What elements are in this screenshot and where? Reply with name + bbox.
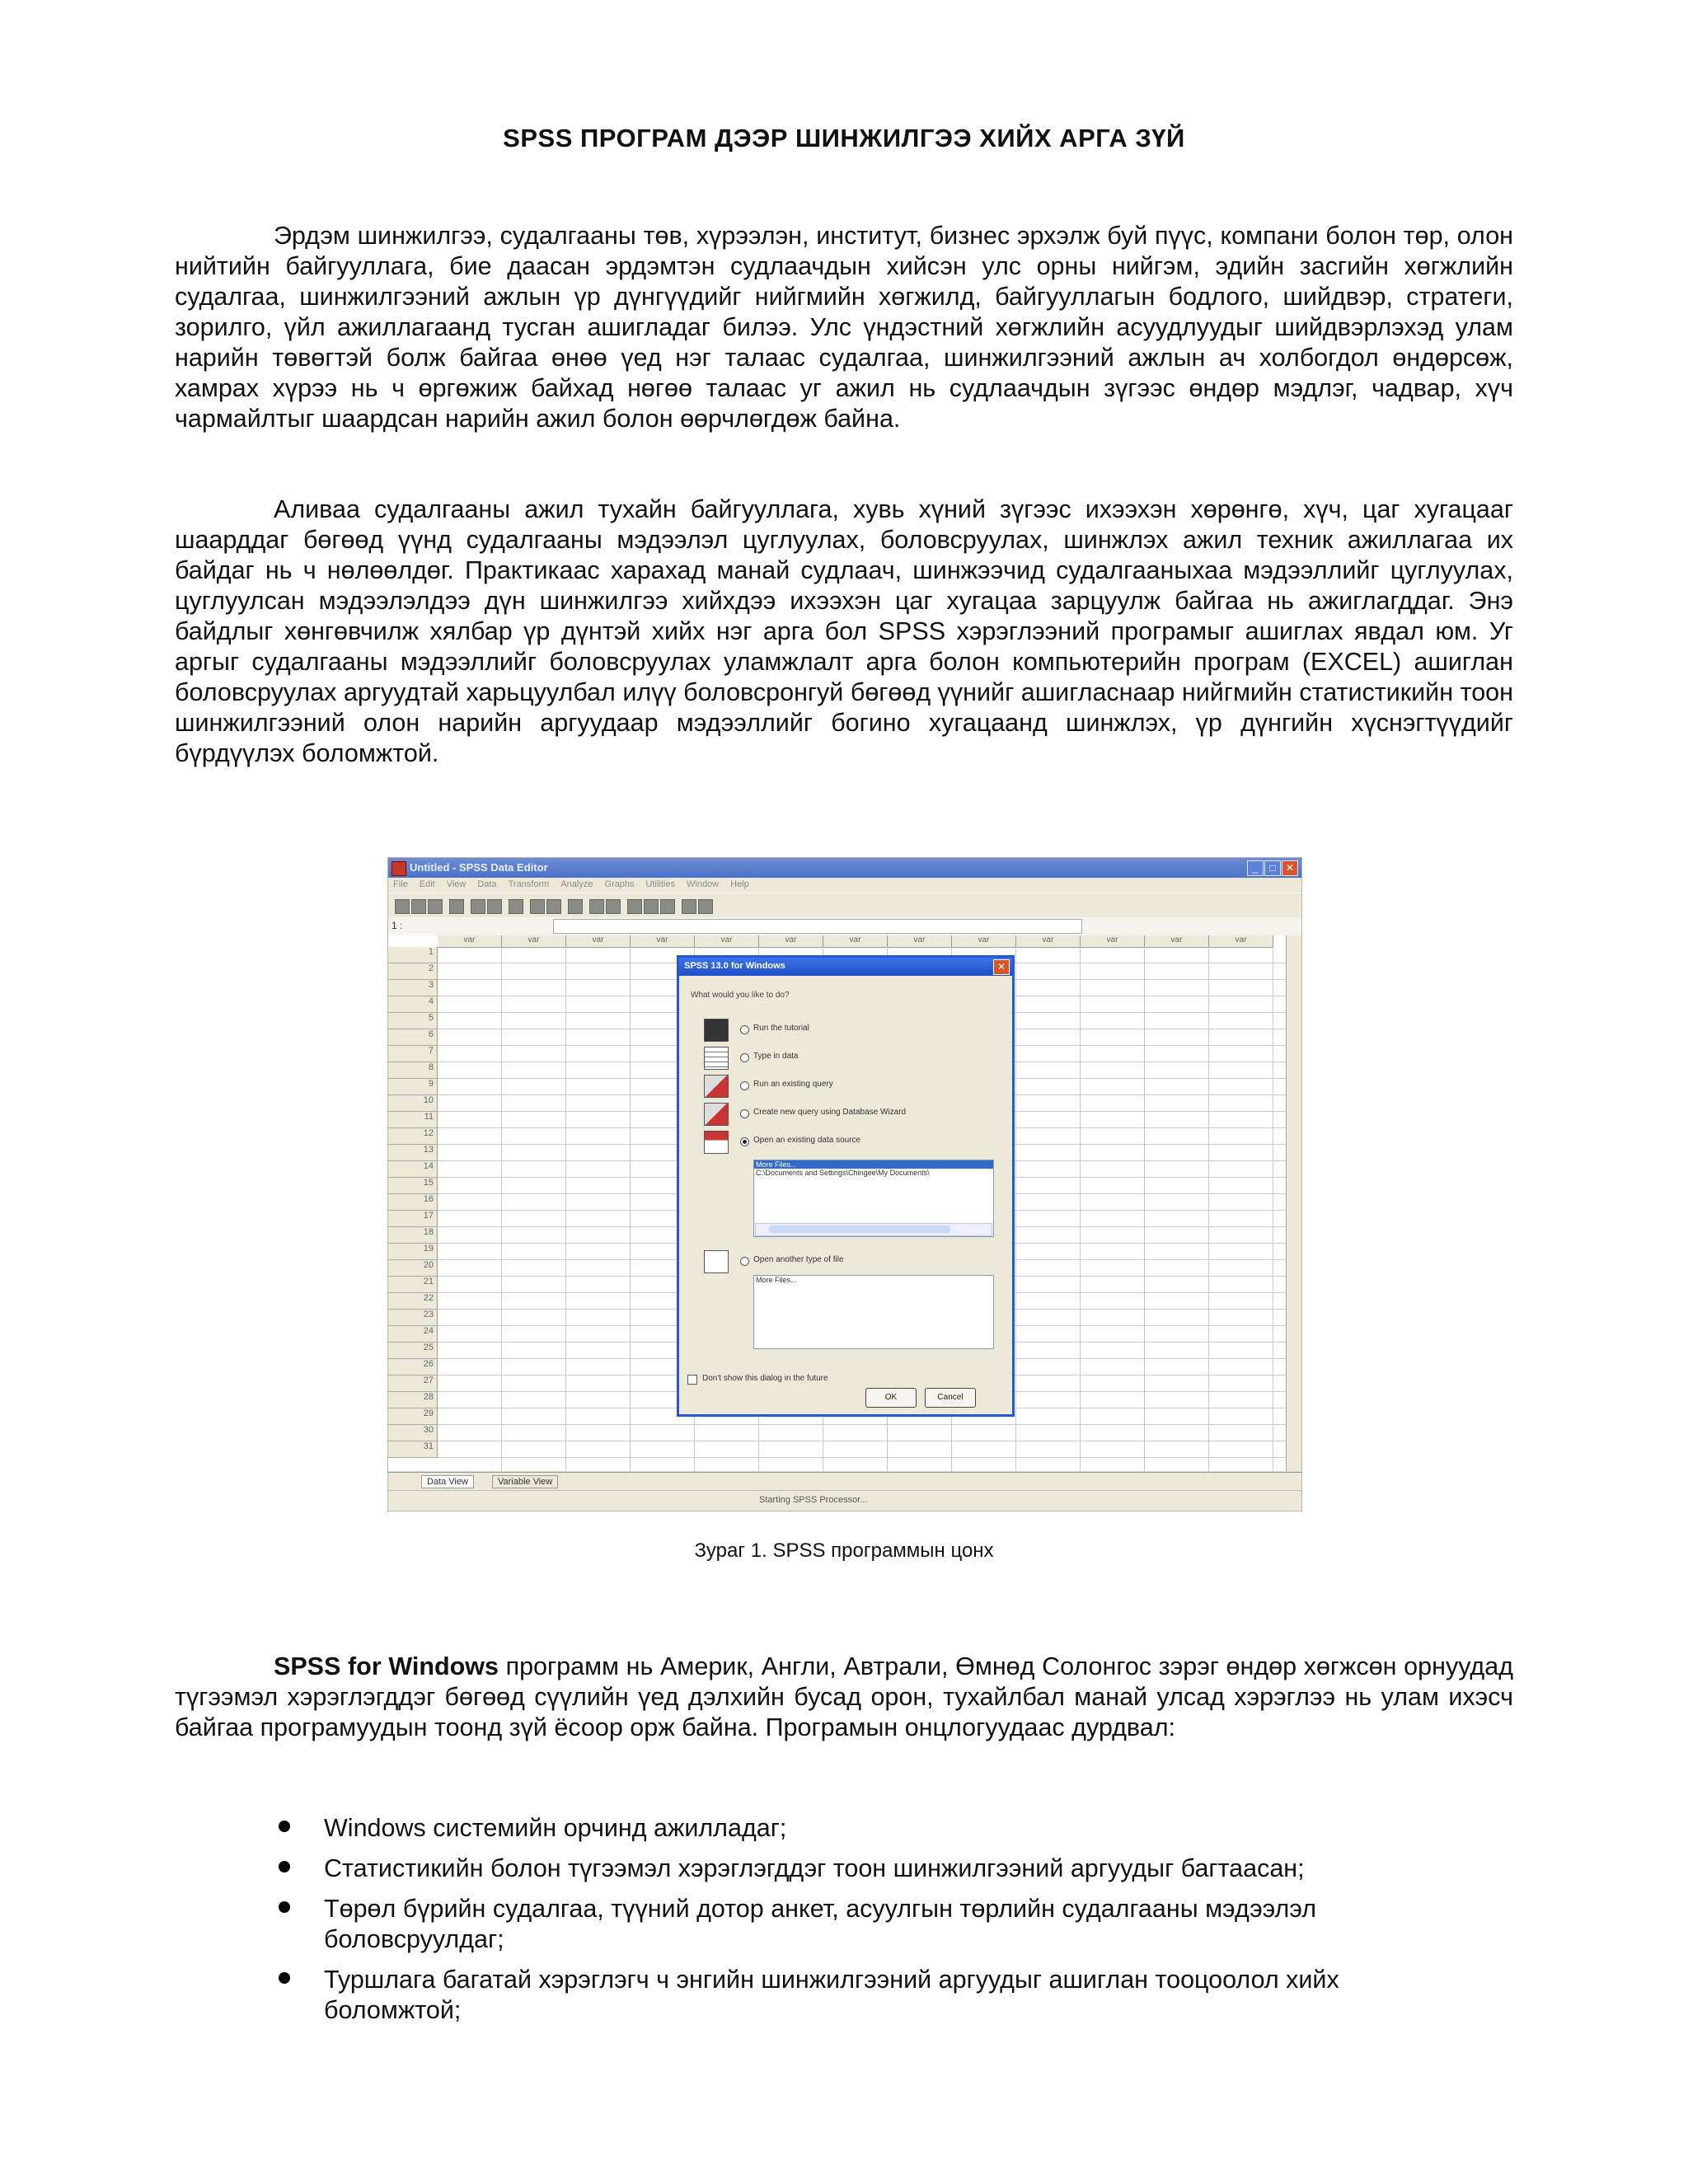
startup-dialog [677,955,1015,1417]
cell-editor-bar [388,917,1301,936]
grid-column-line [1144,947,1145,1471]
weight-cases-icon[interactable] [644,899,659,914]
row-header[interactable]: 14 [388,1161,438,1178]
paragraph-intro: Эрдэм шинжилгээ, судалгааны төв, хүрээлэн, институт, бизнес эрхэлж буй пүүс, компани болон төр, олон нийтийн байгууллага, бие даасан эрдэмтэн судлаачдын хийсэн улс орны нийгэм, эдийн засгийн хөгжлийн судалгаа, шинжилгээний ажлын үр дүнгүүдийг нийгмийн хөгжилд, байгууллагын бодлого, шийдвэр, стратеги, зорилго, үйл ажиллагаанд тусган ашигладаг билээ. Улс үндэстний хөгжлийн асуудлуудыг шийдвэрлэхэд улам нарийн төвөгтэй болж байгаа өнөө үед нэг талаас судалгаа, шинжилгээний ажлын ач холбогдол өндөрсөж, хамрах хүрээ нь ч өргөжиж байхад нөгөө талаас уг ажил нь судлаачдын зүгээс өндөр мэдлэг, чадвар, хүч чармайлтыг шаардсан нарийн ажил болон өөрчлөгдөж байна. [175,222,1513,433]
column-header[interactable]: var [631,935,695,948]
row-header[interactable]: 28 [388,1392,438,1408]
page-title: SPSS ПРОГРАМ ДЭЭР ШИНЖИЛГЭЭ ХИЙХ АРГА ЗҮЙ [503,124,1185,152]
figure-caption: Зураг 1. SPSS программын цонх [694,1540,994,1562]
option-type-in-data[interactable] [704,1047,1001,1068]
row-header[interactable]: 21 [388,1277,438,1293]
radio-run-existing-query[interactable] [740,1081,749,1090]
minimize-icon[interactable]: _ [1247,860,1264,876]
row-header[interactable]: 10 [388,1095,438,1112]
radio-open-other-file[interactable] [740,1257,749,1266]
menu-bar [388,878,1301,893]
row-header[interactable]: 5 [388,1013,438,1029]
bullet-text: Төрөл бүрийн судалгаа, түүний дотор анкет, асуулгын төрлийн судалгааны мэдээлэл боловсруулдаг; [324,1895,1317,1953]
option-create-new-query[interactable] [704,1103,1001,1124]
list-item [272,1965,1459,2026]
row-header[interactable]: 3 [388,980,438,996]
spss-for-windows-bold: SPSS for Windows [274,1652,499,1680]
list-horizontal-scrollbar[interactable] [755,1223,992,1236]
open-icon[interactable] [395,899,410,914]
row-header[interactable]: 19 [388,1244,438,1260]
dialog-recall-icon[interactable] [449,899,464,914]
row-header[interactable]: 9 [388,1079,438,1095]
menu-analyze[interactable]: Analyze [560,879,593,889]
option-label: Create new query using Database Wizard [753,1108,907,1117]
open-data-icon [704,1131,729,1154]
row-header[interactable]: 13 [388,1145,438,1161]
bullet-icon [279,1861,290,1872]
bullet-icon [279,1821,290,1832]
dialog-title: SPSS 13.0 for Windows [684,961,785,971]
split-file-icon[interactable] [627,899,642,914]
file-icon [704,1250,729,1273]
menu-window[interactable]: Window [687,879,720,889]
value-labels-icon[interactable] [682,899,696,914]
row-header[interactable]: 27 [388,1376,438,1392]
row-header[interactable]: 4 [388,996,438,1013]
query-icon [704,1075,729,1098]
print-icon[interactable] [428,899,443,914]
list-item [272,1813,1459,1844]
tab-data-view[interactable]: Data View [421,1475,474,1488]
menu-utilities[interactable]: Utilities [645,879,675,889]
tab-variable-view[interactable]: Variable View [492,1475,558,1488]
cell-value-input[interactable] [553,919,1082,934]
insert-cases-icon[interactable] [589,899,604,914]
tutorial-icon [704,1019,729,1042]
radio-run-tutorial[interactable] [740,1025,749,1034]
column-header[interactable]: var [1081,935,1145,948]
row-header[interactable]: 12 [388,1128,438,1145]
goto-case-icon[interactable] [530,899,545,914]
dialog-titlebar [679,958,1012,976]
menu-help[interactable]: Help [730,879,749,889]
list-item[interactable]: More Files... [754,1160,993,1169]
row-header[interactable]: 8 [388,1062,438,1079]
redo-icon[interactable] [487,899,502,914]
column-header[interactable]: var [759,935,823,948]
menu-data[interactable]: Data [477,879,497,889]
database-wizard-icon [704,1103,729,1126]
option-open-data-source[interactable] [704,1131,1001,1152]
grid-column-line [1208,947,1209,1471]
option-label: Open another type of file [753,1255,844,1264]
ok-button[interactable]: OK [865,1388,917,1408]
column-header[interactable]: var [438,935,502,948]
goto-chart-icon[interactable] [509,899,523,914]
row-header[interactable]: 20 [388,1260,438,1277]
radio-create-new-query[interactable] [740,1109,749,1118]
undo-icon[interactable] [471,899,485,914]
maximize-icon[interactable]: □ [1264,860,1281,876]
row-header[interactable]: 17 [388,1211,438,1227]
radio-open-data-source[interactable] [740,1137,749,1146]
scroll-thumb[interactable] [769,1226,950,1233]
grid-data-icon [704,1047,729,1070]
grid-column-line [565,947,566,1471]
grid-row-line [438,1424,1287,1425]
row-header[interactable]: 2 [388,963,438,980]
paragraph-spss: Аливаа судалгааны ажил тухайн байгууллага, хувь хүний зүгээс ихээхэн хөрөнгө, хүч, цаг хугацааг шаарддаг бөгөөд үүнд судалгааны мэдээлэл цуглуулах, боловсруулах, шинжлэх ажил техник ажиллагаа их байдаг нь ч нөлөөлдөг. Практикаас харахад манай судлаач, шинжээчид судалгааныхаа мэдээллийг цуглуулах, цуглуулсан мэдээлэлдээ дүн шинжилгээ хийхдээ ихээхэн цаг хугацаа зарцуулж байгаа нь ажиглагддаг. Энэ байдлыг хөнгөвчилж хялбар үр дүнтэй хийх нэг арга бол SPSS хэрэглээний програмыг ашиглах явдал юм. Уг аргыг судалгааны мэдээллийг боловсруулах уламжлалт арга болон компьютерийн програм (EXCEL) ашиглан боловсруулах аргуудтай харьцуулбал илүү боловсронгуй бөгөөд үүнийг ашигласнаар нийгмийн статистикийн тоон шинжилгээний олон нарийн аргуудаар мэдээллийг богино хугацаанд шинжлэх, үр дүнгийн хүснэгтүүдийг бүрдүүлэх боломжтой. [175,495,1513,767]
option-run-tutorial[interactable] [704,1019,1001,1040]
list-item[interactable]: C:\Documents and Settings\Chingee\My Documents\ [756,1169,930,1177]
paragraph-features [175,1652,1513,1743]
column-header[interactable]: var [888,935,952,948]
grid-column-line [630,947,631,1471]
dont-show-checkbox[interactable] [687,1375,697,1385]
status-text: Starting SPSS Processor... [759,1495,868,1505]
spss-app-icon [392,861,406,876]
list-item [272,1854,1459,1884]
dialog-close-icon[interactable]: ✕ [993,959,1010,975]
column-header[interactable]: var [1016,935,1081,948]
dialog-question: What would you like to do? [691,991,790,1000]
select-cases-icon[interactable] [660,899,675,914]
cell-reference: 1 : [392,920,403,931]
row-header[interactable]: 15 [388,1178,438,1194]
column-header[interactable]: var [823,935,888,948]
column-header[interactable]: var [566,935,631,948]
row-header[interactable]: 16 [388,1194,438,1211]
menu-file[interactable]: File [393,879,408,889]
column-header[interactable]: var [695,935,759,948]
close-icon[interactable]: ✕ [1282,860,1298,876]
grid-column-line [1015,947,1016,1471]
row-header[interactable]: 18 [388,1227,438,1244]
row-header[interactable]: 31 [388,1441,438,1458]
menu-graphs[interactable]: Graphs [604,879,635,889]
menu-transform[interactable]: Transform [508,879,550,889]
cancel-button[interactable]: Cancel [925,1388,976,1408]
column-header[interactable]: var [952,935,1016,948]
option-label: Run the tutorial [753,1024,809,1033]
bullet-icon [279,1901,290,1913]
list-item [272,1894,1459,1955]
insert-variable-icon[interactable] [606,899,621,914]
other-files-list[interactable] [753,1275,994,1349]
list-item[interactable]: More Files... [756,1276,797,1284]
save-icon[interactable] [411,899,426,914]
option-label: Open an existing data source [753,1136,861,1145]
option-open-other-file[interactable] [704,1250,1001,1272]
window-titlebar [388,858,1301,878]
row-header[interactable]: 25 [388,1343,438,1359]
column-header[interactable]: var [1209,935,1273,948]
option-label: Run an existing query [753,1080,833,1089]
grid-column-line [1080,947,1081,1471]
row-header[interactable]: 24 [388,1326,438,1343]
menu-view[interactable]: View [446,879,467,889]
option-run-existing-query[interactable] [704,1075,1001,1096]
dont-show-label: Don't show this dialog in the future [702,1374,828,1383]
radio-type-in-data[interactable] [740,1053,749,1062]
row-header[interactable]: 23 [388,1310,438,1326]
toolbar [388,893,1301,919]
view-tabs [388,1472,1301,1491]
row-header[interactable]: 6 [388,1029,438,1046]
variables-icon[interactable] [546,899,561,914]
status-bar [388,1490,1301,1511]
row-header[interactable]: 26 [388,1359,438,1376]
feature-list [272,1813,1459,2036]
window-title: Untitled - SPSS Data Editor [410,861,548,874]
row-header[interactable]: 11 [388,1112,438,1128]
row-header[interactable]: 1 [388,947,438,963]
vertical-scrollbar[interactable] [1286,935,1301,1471]
grid-column-line [501,947,502,1471]
row-header[interactable]: 29 [388,1408,438,1425]
bullet-text: Туршлага багатай хэрэглэгч ч энгийн шинжилгээний аргуудыг ашиглан тооцоолол хийх боломжтой; [324,1966,1339,2024]
row-header[interactable]: 22 [388,1293,438,1310]
bullet-text: Windows системийн орчинд ажилладаг; [324,1814,787,1842]
bullet-icon [279,1972,290,1984]
row-header[interactable]: 30 [388,1425,438,1441]
paragraph-features-text: программ нь Америк, Англи, Автрали, Өмнөд Солонгос зэрэг өндөр хөгжсөн орнуудад түгээмэл хэрэглэгддэг бөгөөд сүүлийн үед дэлхийн бусад орон, тухайлбал манай улсад хэрэглээ нь улам ихэсч байгаа програмуудын тоонд зүй ёсоор орж байна. Програмын онцлогуудаас дурдвал: [175,1652,1513,1741]
bullet-text: Статистикийн болон түгээмэл хэрэглэгддэг тоон шинжилгээний аргуудыг багтаасан; [324,1854,1305,1882]
use-sets-icon[interactable] [698,899,713,914]
find-icon[interactable] [568,899,583,914]
column-header[interactable]: var [502,935,566,948]
column-header[interactable]: var [1145,935,1209,948]
grid-row-line [438,1457,1287,1458]
option-label: Type in data [753,1052,799,1061]
spss-screenshot [387,857,1302,1511]
row-header[interactable]: 7 [388,1046,438,1062]
menu-edit[interactable]: Edit [419,879,435,889]
